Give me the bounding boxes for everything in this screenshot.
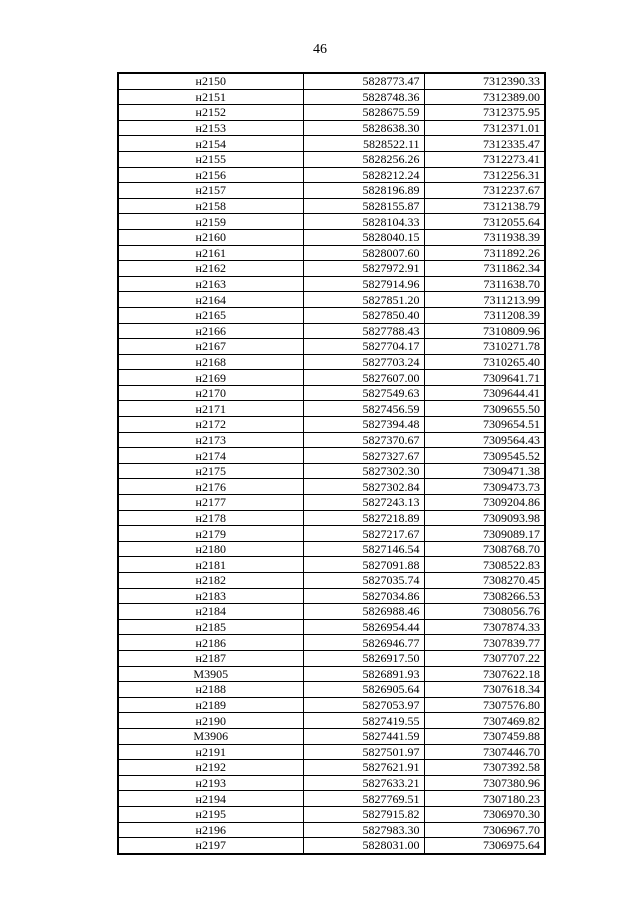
table-row [118, 120, 545, 136]
y-coordinate-cell: 7307874.33 [424, 619, 545, 635]
table-row [118, 650, 545, 666]
x-coordinate-cell: 5828522.11 [303, 136, 424, 152]
x-coordinate-cell: 5826891.93 [303, 666, 424, 682]
x-coordinate-cell: 5827302.84 [303, 479, 424, 495]
table-row [118, 229, 545, 245]
point-id-cell: н2166 [118, 323, 303, 339]
y-coordinate-cell: 7309644.41 [424, 385, 545, 401]
y-coordinate-cell: 7311938.39 [424, 229, 545, 245]
point-id-cell: н2161 [118, 245, 303, 261]
coordinates-table-body [118, 73, 545, 854]
table-row [118, 697, 545, 713]
y-coordinate-cell: 7312335.47 [424, 136, 545, 152]
x-coordinate-cell: 5826917.50 [303, 650, 424, 666]
y-coordinate-cell: 7312237.67 [424, 183, 545, 199]
table-row [118, 479, 545, 495]
x-coordinate-cell: 5827243.13 [303, 495, 424, 511]
point-id-cell: н2187 [118, 650, 303, 666]
y-coordinate-cell: 7309473.73 [424, 479, 545, 495]
table-row [118, 775, 545, 791]
table-row [118, 604, 545, 620]
x-coordinate-cell: 5828748.36 [303, 89, 424, 105]
table-row [118, 198, 545, 214]
x-coordinate-cell: 5827146.54 [303, 541, 424, 557]
table-row [118, 417, 545, 433]
x-coordinate-cell: 5826988.46 [303, 604, 424, 620]
point-id-cell: н2164 [118, 292, 303, 308]
point-id-cell: н2193 [118, 775, 303, 791]
point-id-cell: н2179 [118, 526, 303, 542]
y-coordinate-cell: 7310265.40 [424, 354, 545, 370]
x-coordinate-cell: 5827850.40 [303, 307, 424, 323]
y-coordinate-cell: 7307459.88 [424, 728, 545, 744]
x-coordinate-cell: 5828212.24 [303, 167, 424, 183]
point-id-cell: н2176 [118, 479, 303, 495]
x-coordinate-cell: 5827218.89 [303, 510, 424, 526]
point-id-cell: н2173 [118, 432, 303, 448]
table-row [118, 276, 545, 292]
x-coordinate-cell: 5828638.30 [303, 120, 424, 136]
point-id-cell: н2154 [118, 136, 303, 152]
table-row [118, 89, 545, 105]
point-id-cell: н2181 [118, 557, 303, 573]
y-coordinate-cell: 7309089.17 [424, 526, 545, 542]
x-coordinate-cell: 5827091.88 [303, 557, 424, 573]
x-coordinate-cell: 5827703.24 [303, 354, 424, 370]
y-coordinate-cell: 7307469.82 [424, 713, 545, 729]
y-coordinate-cell: 7312055.64 [424, 214, 545, 230]
point-id-cell: н2185 [118, 619, 303, 635]
x-coordinate-cell: 5827034.86 [303, 588, 424, 604]
table-row [118, 744, 545, 760]
point-id-cell: н2190 [118, 713, 303, 729]
table-row [118, 370, 545, 386]
y-coordinate-cell: 7307618.34 [424, 682, 545, 698]
y-coordinate-cell: 7306967.70 [424, 822, 545, 838]
point-id-cell: н2186 [118, 635, 303, 651]
x-coordinate-cell: 5828675.59 [303, 105, 424, 121]
table-row [118, 728, 545, 744]
point-id-cell: н2156 [118, 167, 303, 183]
x-coordinate-cell: 5827621.91 [303, 760, 424, 776]
y-coordinate-cell: 7307839.77 [424, 635, 545, 651]
point-id-cell: н2195 [118, 806, 303, 822]
y-coordinate-cell: 7312256.31 [424, 167, 545, 183]
page-number: 46 [313, 42, 327, 57]
x-coordinate-cell: 5827769.51 [303, 791, 424, 807]
y-coordinate-cell: 7312371.01 [424, 120, 545, 136]
y-coordinate-cell: 7312390.33 [424, 73, 545, 89]
point-id-cell: н2172 [118, 417, 303, 433]
point-id-cell: н2160 [118, 229, 303, 245]
y-coordinate-cell: 7311892.26 [424, 245, 545, 261]
point-id-cell: н2184 [118, 604, 303, 620]
point-id-cell: н2158 [118, 198, 303, 214]
x-coordinate-cell: 5828155.87 [303, 198, 424, 214]
y-coordinate-cell: 7307446.70 [424, 744, 545, 760]
table-row [118, 838, 545, 854]
y-coordinate-cell: 7309654.51 [424, 417, 545, 433]
coordinates-table [117, 72, 546, 855]
y-coordinate-cell: 7308522.83 [424, 557, 545, 573]
x-coordinate-cell: 5827983.30 [303, 822, 424, 838]
table-row [118, 339, 545, 355]
table-row [118, 354, 545, 370]
point-id-cell: н2171 [118, 401, 303, 417]
y-coordinate-cell: 7311208.39 [424, 307, 545, 323]
x-coordinate-cell: 5827394.48 [303, 417, 424, 433]
point-id-cell: н2169 [118, 370, 303, 386]
table-row [118, 822, 545, 838]
x-coordinate-cell: 5827302.30 [303, 463, 424, 479]
x-coordinate-cell: 5827053.97 [303, 697, 424, 713]
point-id-cell: н2175 [118, 463, 303, 479]
y-coordinate-cell: 7307622.18 [424, 666, 545, 682]
y-coordinate-cell: 7308270.45 [424, 573, 545, 589]
x-coordinate-cell: 5827549.63 [303, 385, 424, 401]
y-coordinate-cell: 7309204.86 [424, 495, 545, 511]
table-row [118, 307, 545, 323]
table-row [118, 432, 545, 448]
x-coordinate-cell: 5827327.67 [303, 448, 424, 464]
x-coordinate-cell: 5826946.77 [303, 635, 424, 651]
y-coordinate-cell: 7307380.96 [424, 775, 545, 791]
x-coordinate-cell: 5827501.97 [303, 744, 424, 760]
point-id-cell: н2182 [118, 573, 303, 589]
point-id-cell: н2194 [118, 791, 303, 807]
point-id-cell: н2192 [118, 760, 303, 776]
y-coordinate-cell: 7307576.80 [424, 697, 545, 713]
y-coordinate-cell: 7311862.34 [424, 261, 545, 277]
table-row [118, 588, 545, 604]
y-coordinate-cell: 7310809.96 [424, 323, 545, 339]
y-coordinate-cell: 7312273.41 [424, 151, 545, 167]
y-coordinate-cell: 7309564.43 [424, 432, 545, 448]
x-coordinate-cell: 5826954.44 [303, 619, 424, 635]
point-id-cell: н2180 [118, 541, 303, 557]
table-row [118, 557, 545, 573]
point-id-cell: н2177 [118, 495, 303, 511]
point-id-cell: н2168 [118, 354, 303, 370]
table-row [118, 682, 545, 698]
point-id-cell: М3906 [118, 728, 303, 744]
table-row [118, 167, 545, 183]
point-id-cell: н2163 [118, 276, 303, 292]
x-coordinate-cell: 5827456.59 [303, 401, 424, 417]
table-row [118, 214, 545, 230]
table-row [118, 73, 545, 89]
point-id-cell: н2189 [118, 697, 303, 713]
table-row [118, 463, 545, 479]
table-row [118, 448, 545, 464]
y-coordinate-cell: 7307707.22 [424, 650, 545, 666]
x-coordinate-cell: 5827788.43 [303, 323, 424, 339]
point-id-cell: н2151 [118, 89, 303, 105]
x-coordinate-cell: 5827704.17 [303, 339, 424, 355]
table-row [118, 619, 545, 635]
y-coordinate-cell: 7309641.71 [424, 370, 545, 386]
y-coordinate-cell: 7309655.50 [424, 401, 545, 417]
table-row [118, 526, 545, 542]
table-row [118, 573, 545, 589]
point-id-cell: н2178 [118, 510, 303, 526]
x-coordinate-cell: 5827851.20 [303, 292, 424, 308]
y-coordinate-cell: 7312375.95 [424, 105, 545, 121]
y-coordinate-cell: 7306975.64 [424, 838, 545, 854]
table-row [118, 806, 545, 822]
y-coordinate-cell: 7311638.70 [424, 276, 545, 292]
point-id-cell: М3905 [118, 666, 303, 682]
y-coordinate-cell: 7312138.79 [424, 198, 545, 214]
x-coordinate-cell: 5827972.91 [303, 261, 424, 277]
x-coordinate-cell: 5828104.33 [303, 214, 424, 230]
point-id-cell: н2170 [118, 385, 303, 401]
table-row [118, 136, 545, 152]
x-coordinate-cell: 5827370.67 [303, 432, 424, 448]
table-row [118, 183, 545, 199]
x-coordinate-cell: 5827035.74 [303, 573, 424, 589]
point-id-cell: н2150 [118, 73, 303, 89]
point-id-cell: н2153 [118, 120, 303, 136]
x-coordinate-cell: 5827915.82 [303, 806, 424, 822]
y-coordinate-cell: 7309093.98 [424, 510, 545, 526]
y-coordinate-cell: 7309471.38 [424, 463, 545, 479]
y-coordinate-cell: 7307392.58 [424, 760, 545, 776]
table-row [118, 713, 545, 729]
x-coordinate-cell: 5828007.60 [303, 245, 424, 261]
table-row [118, 635, 545, 651]
x-coordinate-cell: 5828040.15 [303, 229, 424, 245]
x-coordinate-cell: 5827419.55 [303, 713, 424, 729]
x-coordinate-cell: 5826905.64 [303, 682, 424, 698]
y-coordinate-cell: 7310271.78 [424, 339, 545, 355]
table-row [118, 292, 545, 308]
table-row [118, 666, 545, 682]
point-id-cell: н2191 [118, 744, 303, 760]
point-id-cell: н2196 [118, 822, 303, 838]
point-id-cell: н2155 [118, 151, 303, 167]
y-coordinate-cell: 7311213.99 [424, 292, 545, 308]
point-id-cell: н2157 [118, 183, 303, 199]
x-coordinate-cell: 5827607.00 [303, 370, 424, 386]
x-coordinate-cell: 5828256.26 [303, 151, 424, 167]
point-id-cell: н2197 [118, 838, 303, 854]
x-coordinate-cell: 5827217.67 [303, 526, 424, 542]
x-coordinate-cell: 5827441.59 [303, 728, 424, 744]
table-row [118, 151, 545, 167]
point-id-cell: н2165 [118, 307, 303, 323]
table-row [118, 541, 545, 557]
y-coordinate-cell: 7309545.52 [424, 448, 545, 464]
point-id-cell: н2188 [118, 682, 303, 698]
y-coordinate-cell: 7312389.00 [424, 89, 545, 105]
table-row [118, 791, 545, 807]
table-row [118, 105, 545, 121]
table-row [118, 510, 545, 526]
point-id-cell: н2159 [118, 214, 303, 230]
y-coordinate-cell: 7307180.23 [424, 791, 545, 807]
x-coordinate-cell: 5828773.47 [303, 73, 424, 89]
table-row [118, 401, 545, 417]
table-row [118, 323, 545, 339]
y-coordinate-cell: 7308768.70 [424, 541, 545, 557]
point-id-cell: н2167 [118, 339, 303, 355]
x-coordinate-cell: 5828196.89 [303, 183, 424, 199]
table-row [118, 385, 545, 401]
y-coordinate-cell: 7308266.53 [424, 588, 545, 604]
y-coordinate-cell: 7306970.30 [424, 806, 545, 822]
table-row [118, 495, 545, 511]
x-coordinate-cell: 5827914.96 [303, 276, 424, 292]
table-row [118, 245, 545, 261]
x-coordinate-cell: 5828031.00 [303, 838, 424, 854]
point-id-cell: н2183 [118, 588, 303, 604]
table-row [118, 261, 545, 277]
table-row [118, 760, 545, 776]
point-id-cell: н2162 [118, 261, 303, 277]
x-coordinate-cell: 5827633.21 [303, 775, 424, 791]
point-id-cell: н2174 [118, 448, 303, 464]
point-id-cell: н2152 [118, 105, 303, 121]
y-coordinate-cell: 7308056.76 [424, 604, 545, 620]
